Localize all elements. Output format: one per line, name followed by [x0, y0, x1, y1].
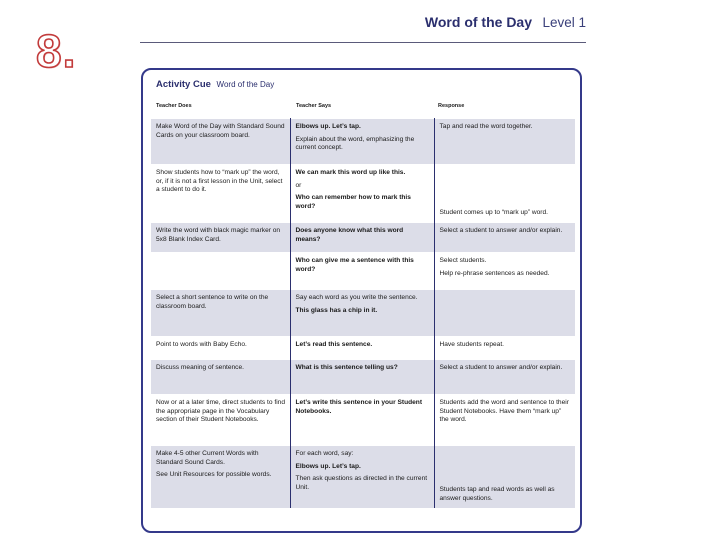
- cell-teacher-says: [290, 446, 434, 508]
- teacher-does-text: Make 4-5 other Current Words with Standard Sound Cards.: [156, 450, 259, 466]
- teacher-says-text: What is this sentence telling us?: [295, 364, 398, 371]
- card-title-main: Activity Cue: [156, 79, 211, 90]
- page-header: [140, 14, 586, 43]
- cell-response: [434, 360, 575, 395]
- table-row: [151, 337, 575, 360]
- teacher-says-text: Say each word as you write the sentence.: [295, 294, 418, 301]
- teacher-does-text: Make Word of the Day with Standard Sound Cards on your classroom board.: [156, 123, 285, 139]
- response-text: Student comes up to “mark up” word.: [439, 209, 548, 217]
- response-text: Select a student to answer and/or explain.: [439, 227, 563, 234]
- cell-teacher-does: [151, 446, 290, 508]
- cell-teacher-does: [151, 290, 290, 337]
- teacher-says-text: For each word, say:: [295, 450, 354, 457]
- teacher-says-text: Let’s write this sentence in your Student Notebooks.: [295, 399, 423, 415]
- card-title-sub: Word of the Day: [216, 80, 275, 89]
- table-row: [151, 446, 575, 508]
- cell-teacher-does: [151, 395, 290, 446]
- teacher-does-text: Point to words with Baby Echo.: [156, 341, 247, 348]
- table-row: [151, 253, 575, 290]
- cell-teacher-says: [290, 165, 434, 223]
- table-row: [151, 290, 575, 337]
- activity-cue-card: [141, 68, 582, 533]
- teacher-says-text: Elbows up. Let’s tap.: [295, 462, 361, 470]
- cell-response: [434, 395, 575, 446]
- table-row: [151, 223, 575, 253]
- table-row: [151, 119, 575, 165]
- teacher-says-text: We can mark this word up like this.: [295, 169, 406, 176]
- response-text: Select a student to answer and/or explain.: [439, 364, 563, 371]
- response-text: Students add the word and sentence to their Student Notebooks. Have them “mark up” the word.: [439, 399, 569, 424]
- card-title: [156, 79, 274, 90]
- cell-response: [434, 119, 575, 165]
- teacher-says-text: Then ask questions as directed in the current Unit.: [295, 475, 428, 491]
- teacher-does-text: Show students how to “mark up” the word, or, if it is not a first lesson in the Unit, select a student to do it.: [156, 169, 283, 194]
- response-text: Students tap and read words as well as answer questions.: [439, 486, 555, 502]
- teacher-says-text: Let’s read this sentence.: [295, 341, 373, 348]
- response-text: Tap and read the word together.: [439, 123, 533, 130]
- cell-teacher-says: [290, 223, 434, 253]
- cell-teacher-says: [290, 395, 434, 446]
- cell-teacher-does: [151, 119, 290, 165]
- cell-response: [434, 165, 575, 223]
- cell-teacher-does: [151, 360, 290, 395]
- table-row: [151, 360, 575, 395]
- response-text: Help re-phrase sentences as needed.: [439, 269, 550, 277]
- cell-teacher-says: [290, 290, 434, 337]
- teacher-does-text: Now or at a later time, direct students to find the appropriate page in the Vocabulary section of their Student Notebooks.: [156, 399, 286, 424]
- teacher-says-text: Who can give me a sentence with this word?: [295, 257, 414, 273]
- cell-teacher-says: [290, 360, 434, 395]
- table-row: [151, 165, 575, 223]
- teacher-does-text: Select a short sentence to write on the classroom board.: [156, 294, 269, 310]
- cell-teacher-says: [290, 337, 434, 360]
- cell-response: [434, 337, 575, 360]
- cell-teacher-does: [151, 253, 290, 290]
- teacher-says-text: or: [295, 181, 302, 189]
- table-row: [151, 395, 575, 446]
- teacher-says-text: Explain about the word, emphasizing the current concept.: [295, 135, 415, 152]
- response-text: Select students.: [439, 257, 487, 264]
- cell-response: [434, 223, 575, 253]
- column-header-response: Response: [438, 103, 465, 109]
- cell-response: [434, 253, 575, 290]
- activity-table: [151, 118, 575, 508]
- cell-teacher-says: [290, 119, 434, 165]
- teacher-does-text: Write the word with black magic marker on 5x8 Blank Index Card.: [156, 227, 281, 243]
- cell-response: [434, 290, 575, 337]
- response-text: Have students repeat.: [439, 341, 505, 348]
- cell-teacher-does: [151, 223, 290, 253]
- slide-number: 8.: [36, 25, 77, 77]
- teacher-says-text: This glass has a chip in it.: [295, 306, 378, 314]
- page-title: Word of the Day: [424, 14, 532, 30]
- teacher-does-text: See Unit Resources for possible words.: [156, 471, 272, 479]
- cell-teacher-says: [290, 253, 434, 290]
- teacher-does-text: Discuss meaning of sentence.: [156, 364, 244, 371]
- column-header-teacher-does: Teacher Does: [156, 103, 192, 109]
- cell-teacher-does: [151, 165, 290, 223]
- teacher-says-text: Who can remember how to mark this word?: [295, 194, 411, 210]
- level-label: Level 1: [542, 15, 586, 30]
- teacher-says-text: Elbows up. Let’s tap.: [295, 123, 361, 130]
- cell-teacher-does: [151, 337, 290, 360]
- cell-response: [434, 446, 575, 508]
- teacher-says-text: Does anyone know what this word means?: [295, 227, 404, 243]
- column-header-teacher-says: Teacher Says: [296, 103, 332, 109]
